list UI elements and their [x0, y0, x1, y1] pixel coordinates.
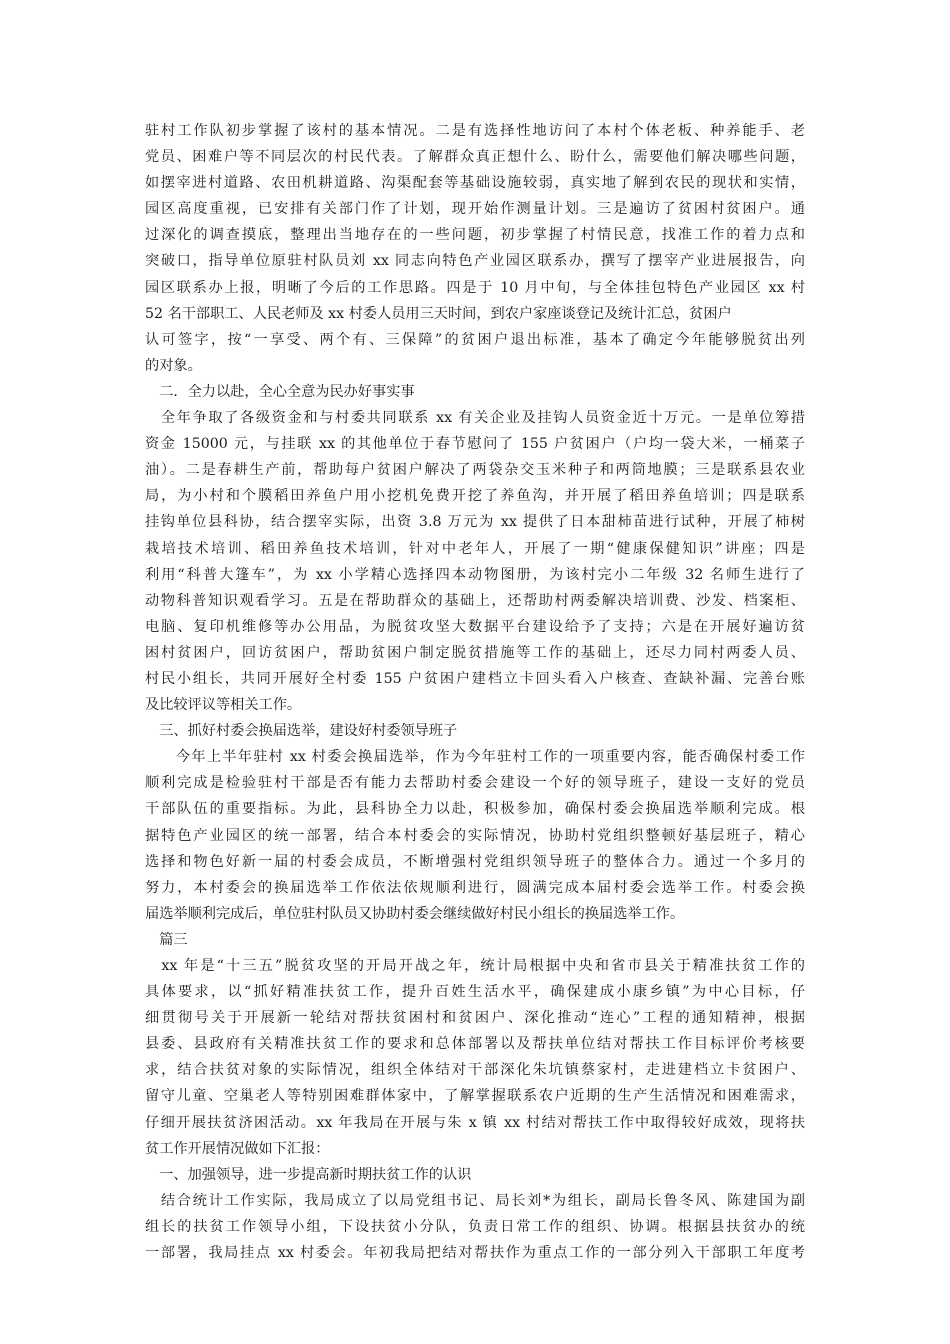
text-line: 挂钩单位县科协，结合摆宰实际，出资 3.8 万元为 xx 提供了日本甜柿苗进行试种，开展了柿树 [145, 514, 805, 531]
text-line: 求，结合扶贫对象的实际情况，组织全体结对干部深化朱坑镇蔡家村，走进建档立卡贫困户、 [145, 1062, 805, 1079]
text-line: 二．全力以赴，全心全意为民办好事实事 [145, 383, 415, 400]
text-line: 过深化的调查摸底，整理出当地存在的一些问题，初步掌握了村情民意，找准工作的着力点和 [145, 227, 805, 244]
text-line: 仔细开展扶贫济困活动。xx 年我局在开展与朱 x 镇 xx 村结对帮扶工作中取得较好成效，现将扶 [145, 1114, 805, 1131]
text-line: 动物科普知识观看学习。五是在帮助群众的基础上，还帮助村两委解决培训费、沙发、档案柜、 [145, 592, 805, 609]
text-line: 资金 15000 元，与挂联 xx 的其他单位于春节慰问了 155 户贫困户（户均一袋大米，一桶菜子 [145, 436, 805, 453]
document-body [145, 118, 805, 1266]
text-line: 如摆宰进村道路、农田机耕道路、沟渠配套等基础设施较弱，真实地了解到农民的现状和实情， [145, 175, 805, 192]
text-line: 干部队伍的重要指标。为此，县科协全力以赴，积极参加，确保村委会换届选举顺利完成。根 [145, 801, 805, 818]
text-line: 三、抓好村委会换届选举，建设好村委领导班子 [145, 723, 458, 740]
text-line: 细贯彻号关于开展新一轮结对帮扶贫困村和贫困户、深化推动“连心”工程的通知精神，根据 [145, 1010, 805, 1027]
text-line: 篇三 [145, 931, 188, 948]
text-line: 油）。二是春耕生产前，帮助每户贫困户解决了两袋杂交玉米种子和两筒地膜；三是联系县农业 [145, 462, 805, 479]
text-line: 组长的扶贫工作领导小组，下设扶贫小分队，负责日常工作的组织、协调。根据县扶贫办的统 [145, 1218, 805, 1235]
text-line: 一、加强领导，进一步提高新时期扶贫工作的认识 [145, 1166, 472, 1183]
text-line: 的对象。 [145, 357, 202, 374]
text-line: 及比较评议等相关工作。 [145, 697, 302, 714]
text-line: 园区联系办上报，明晰了今后的工作思路。四是于 10 月中旬，与全体挂包特色产业园区 xx 村 [145, 279, 805, 296]
text-line: 一部署，我局挂点 xx 村委会。年初我局把结对帮扶作为重点工作的一部分列入干部职工年度考 [145, 1245, 805, 1262]
text-line: 局，为小村和个膜稻田养鱼户用小挖机免费开挖了养鱼沟，并开展了稻田养鱼培训；四是联系 [145, 488, 805, 505]
text-line: 党员、困难户等不同层次的村民代表。了解群众真正想什么、盼什么，需要他们解决哪些问题， [145, 149, 805, 166]
text-line: 顺利完成是检验驻村干部是否有能力去帮助村委会建设一个好的领导班子，建设一支好的党员 [145, 775, 805, 792]
text-line: 栽培技术培训、稻田养鱼技术培训，针对中老年人，开展了一期“健康保健知识”讲座；四是 [145, 540, 805, 557]
text-line: 留守儿童、空巢老人等特别困难群体家中，了解掌握联系农户近期的生产生活情况和困难需求， [145, 1088, 805, 1105]
text-line: 突破口，指导单位原驻村队员刘 xx 同志向特色产业园区联系办，撰写了摆宰产业进展报告，向 [145, 253, 805, 270]
text-line: 今年上半年驻村 xx 村委会换届选举，作为今年驻村工作的一项重要内容，能否确保村委工作 [145, 749, 805, 766]
text-line: 努力，本村委会的换届选举工作依法依规顺利进行，圆满完成本届村委会选举工作。村委会换 [145, 879, 805, 896]
text-line: 选择和物色好新一届的村委会成员，不断增强村党组织领导班子的整体合力。通过一个多月的 [145, 853, 805, 870]
text-line: 利用“科普大篷车”，为 xx 小学精心选择四本动物图册，为该村完小二年级 32 名师生进行了 [145, 566, 805, 583]
text-line: xx 年是“十三五”脱贫攻坚的开局开战之年，统计局根据中央和省市县关于精准扶贫工作的 [145, 958, 805, 974]
text-line: 据特色产业园区的统一部署，结合本村委会的实际情况，协助村党组织整顿好基层班子，精心 [145, 827, 805, 844]
text-line: 认可签字，按“一享受、两个有、三保障”的贫困户退出标准，基本了确定今年能够脱贫出列 [145, 331, 805, 348]
text-line: 52 名干部职工、人民老师及 xx 村委人员用三天时间，到农户家座谈登记及统计汇总，贫困户 [145, 305, 732, 322]
text-line: 届选举顺利完成后，单位驻村队员又协助村委会继续做好村民小组长的换届选举工作。 [145, 905, 685, 922]
text-line: 全年争取了各级资金和与村委共同联系 xx 有关企业及挂钩人员资金近十万元。一是单位筹措 [145, 410, 805, 427]
text-line: 驻村工作队初步掌握了该村的基本情况。二是有选择性地访问了本村个体老板、种养能手、老 [145, 123, 805, 139]
text-line: 电脑、复印机维修等办公用品，为脱贫攻坚大数据平台建设给予了支持；六是在开展好遍访贫 [145, 618, 805, 635]
text-line: 村民小组长，共同开展好全村委 155 户贫困户建档立卡回头看入户核查、查缺补漏、完善台账 [145, 670, 805, 687]
text-line: 园区高度重视，已安排有关部门作了计划，现开始作测量计划。三是遍访了贫困村贫困户。通 [145, 201, 805, 218]
text-line: 具体要求，以“抓好精准扶贫工作，提升百姓生活水平，确保建成小康乡镇”为中心目标，仔 [145, 984, 805, 1001]
text-line: 贫工作开展情况做如下汇报： [145, 1140, 330, 1157]
text-line: 县委、县政府有关精准扶贫工作的要求和总体部署以及帮扶单位结对帮扶工作目标评价考核要 [145, 1036, 805, 1053]
text-line: 困村贫困户，回访贫困户，帮助贫困户制定脱贫措施等工作的基础上，还尽力同村两委人员、 [145, 644, 805, 661]
text-line: 结合统计工作实际，我局成立了以局党组书记、局长刘*为组长，副局长鲁冬风、陈建国为副 [145, 1192, 805, 1209]
